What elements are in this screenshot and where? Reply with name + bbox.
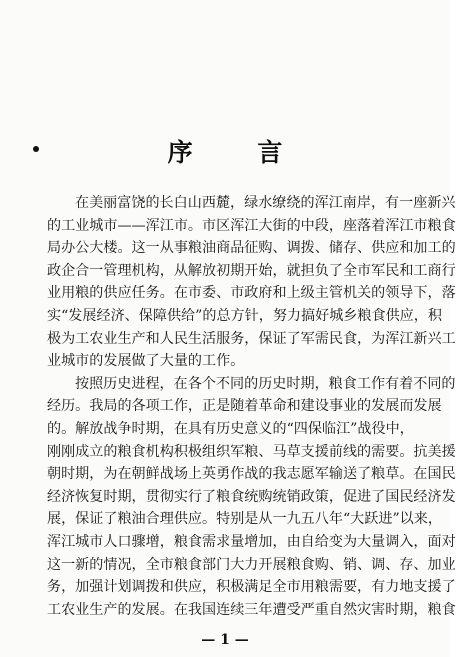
text-line: 的工业城市——浑江市。市区浑江大街的中段，座落着浑江市粮食 [47,217,456,234]
text-line: 朝时期，为在朝鲜战场上英勇作战的我志愿军输送了粮草。在国民 [47,466,456,483]
text-line: 业城市的发展做了大量的工作。 [47,353,245,370]
text-line: 业用粮的供应任务。在市委、市政府和上级主管机关的领导下，落 [47,285,456,302]
text-line: 局办公大楼。这一从事粮油商品征购、调拨、储存、供应和加工的 [47,240,456,257]
body-text [47,192,456,621]
page-number: — 1 — [201,632,249,648]
text-line: 刚刚成立的粮食机构积极组织军粮、马草支援前线的需要。抗美援 [47,443,456,460]
text-line: 展，保证了粮油合理供应。特别是从一九五八年“大跃进”以来， [47,511,442,528]
text-line: 浑江城市人口骤增，粮食需求量增加，由自给变为大量调入，面对 [47,533,456,550]
text-line: 经历。我局的各项工作，正是随着革命和建设事业的发展而发展 [47,398,442,415]
text-line: 经济恢复时期，贯彻实行了粮食统购统销政策，促进了国民经济发 [47,488,456,505]
text-line: 实“发展经济、保障供给”的总方针，努力搞好城乡粮食供应，积 [47,307,442,324]
text-line: 务，加强计划调拨和供应，积极满足全市用粮需要，有力地支援了 [47,579,456,596]
text-line: 这一新的情况，全市粮食部门大力开展粮食购、销、调、存、加业 [47,556,456,573]
text-line: 政企合一管理机构，从解放初期开始，就担负了全市军民和工商行 [47,262,456,279]
text-line: 工农业生产的发展。在我国连续三年遭受严重自然灾害时期，粮食 [47,601,456,618]
page-title: 序 言 [167,138,311,167]
text-line: 按照历史进程，在各个不同的历史时期，粮食工作有着不同的 [75,375,456,392]
text-line: 的。解放战争时期，在具有历史意义的“四保临江”战役中， [47,420,414,437]
text-line: 在美丽富饶的长白山西麓，绿水缭绕的浑江南岸，有一座新兴 [75,195,456,211]
text-line: 极为工农业生产和人民生活服务，保证了军需民食，为浑江新兴工 [47,330,456,347]
